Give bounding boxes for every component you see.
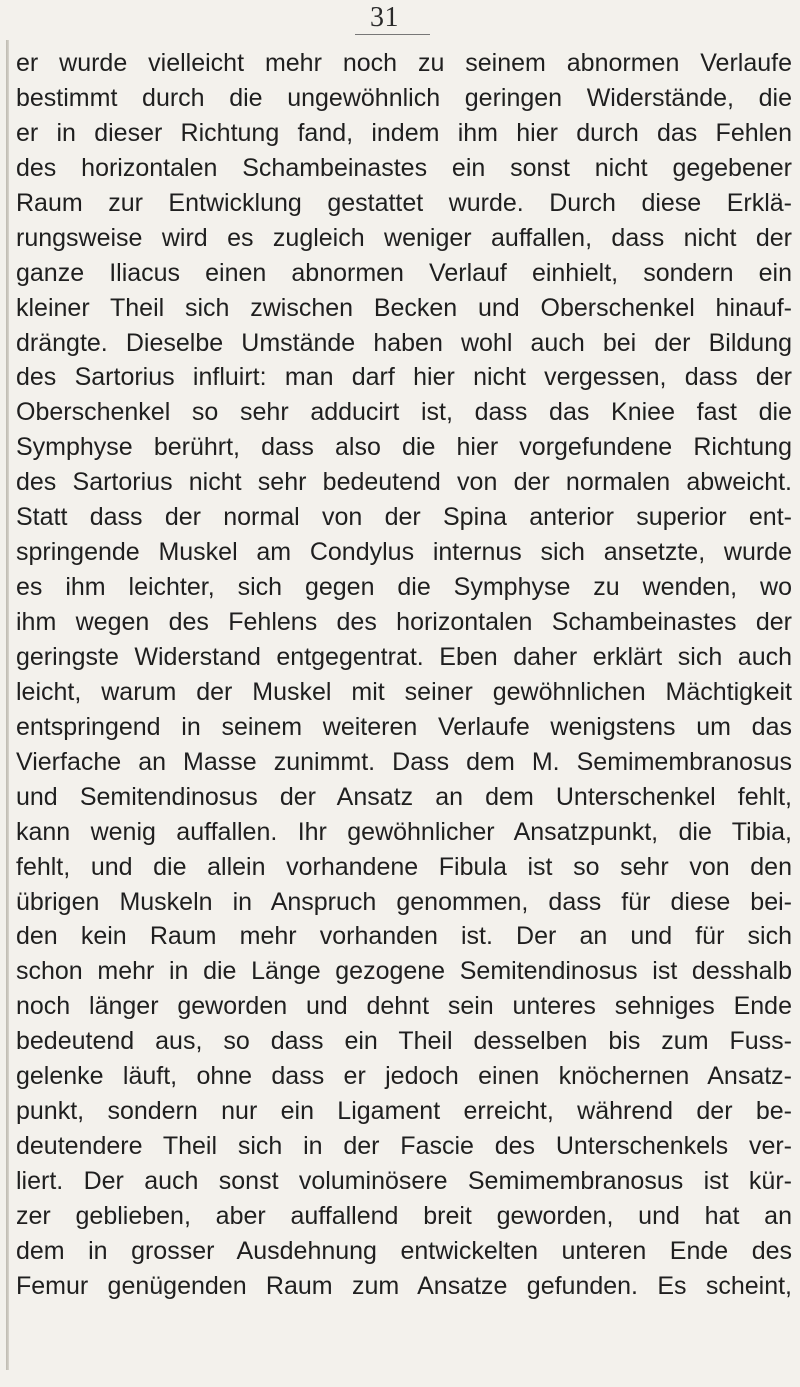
text-line: und Semitendinosus der Ansatz an dem Unterschenkel fehlt, (16, 782, 792, 811)
text-line: bedeutend aus, so dass ein Theil desselben bis zum Fuss- (16, 1027, 792, 1056)
text-line: entspringend in seinem weiteren Verlaufe wenigstens um das (16, 712, 792, 741)
text-line: punkt, sondern nur ein Ligament erreicht, während der be- (16, 1097, 792, 1126)
text-line: liert. Der auch sonst voluminösere Semimembranosus ist kür- (16, 1167, 792, 1195)
text-line: ihm wegen des Fehlens des horizontalen Schambeinastes der (16, 608, 792, 636)
text-line: geringste Widerstand entgegentrat. Eben daher erklärt sich auch (16, 642, 792, 671)
text-line: gelenke läuft, ohne dass er jedoch einen knöchernen Ansatz- (16, 1062, 792, 1091)
text-line: kleiner Theil sich zwischen Becken und Oberschenkel hinauf- (16, 293, 792, 322)
text-line: drängte. Dieselbe Umstände haben wohl auch bei der Bildung (16, 328, 792, 357)
text-line: den kein Raum mehr vorhanden ist. Der an und für sich (16, 922, 792, 951)
text-line: kann wenig auffallen. Ihr gewöhnlicher Ansatzpunkt, die Tibia, (16, 817, 792, 846)
text-line: Femur genügenden Raum zum Ansatze gefunden. Es scheint, (16, 1271, 792, 1300)
text-line: deutendere Theil sich in der Fascie des Unterschenkels ver- (16, 1132, 792, 1161)
text-line: Symphyse berührt, dass also die hier vorgefundene Richtung (16, 433, 792, 462)
text-line: springende Muskel am Condylus internus sich ansetzte, wurde (16, 538, 792, 567)
text-line: rungsweise wird es zugleich weniger auffallen, dass nicht der (16, 223, 792, 252)
text-line: er in dieser Richtung fand, indem ihm hier durch das Fehlen (16, 118, 792, 147)
text-line: Vierfache an Masse zunimmt. Dass dem M. Semimembranosus (16, 747, 792, 776)
text-line: des horizontalen Schambeinastes ein sonst nicht gegebener (16, 153, 792, 182)
text-line: zer geblieben, aber auffallend breit geworden, und hat an (16, 1201, 792, 1230)
page-number-rule (355, 34, 430, 35)
text-line: Oberschenkel so sehr adducirt ist, dass das Kniee fast die (16, 398, 792, 427)
text-line: noch länger geworden und dehnt sein unteres sehniges Ende (16, 992, 792, 1021)
text-line: fehlt, und die allein vorhandene Fibula ist so sehr von den (16, 852, 792, 881)
page-gutter-edge (6, 40, 9, 1370)
text-line: leicht, warum der Muskel mit seiner gewöhnlichen Mächtigkeit (16, 677, 792, 706)
text-line: des Sartorius influirt: man darf hier nicht vergessen, dass der (16, 363, 792, 392)
text-line: er wurde vielleicht mehr noch zu seinem abnormen Verlaufe (16, 49, 792, 77)
body-paragraph (16, 46, 792, 1304)
text-line: Raum zur Entwicklung gestattet wurde. Durch diese Erklä- (16, 188, 792, 217)
text-line: Statt dass der normal von der Spina anterior superior ent- (16, 503, 792, 532)
page-number: 31 (370, 2, 399, 33)
text-line: des Sartorius nicht sehr bedeutend von der normalen abweicht. (16, 468, 792, 497)
text-line: es ihm leichter, sich gegen die Symphyse zu wenden, wo (16, 573, 792, 602)
text-line: schon mehr in die Länge gezogene Semitendinosus ist desshalb (16, 957, 792, 986)
text-line: übrigen Muskeln in Anspruch genommen, dass für diese bei- (16, 887, 792, 916)
text-line: ganze Iliacus einen abnormen Verlauf einhielt, sondern ein (16, 258, 792, 287)
text-line: bestimmt durch die ungewöhnlich geringen Widerstände, die (16, 83, 792, 112)
text-line: dem in grosser Ausdehnung entwickelten unteren Ende des (16, 1236, 792, 1265)
